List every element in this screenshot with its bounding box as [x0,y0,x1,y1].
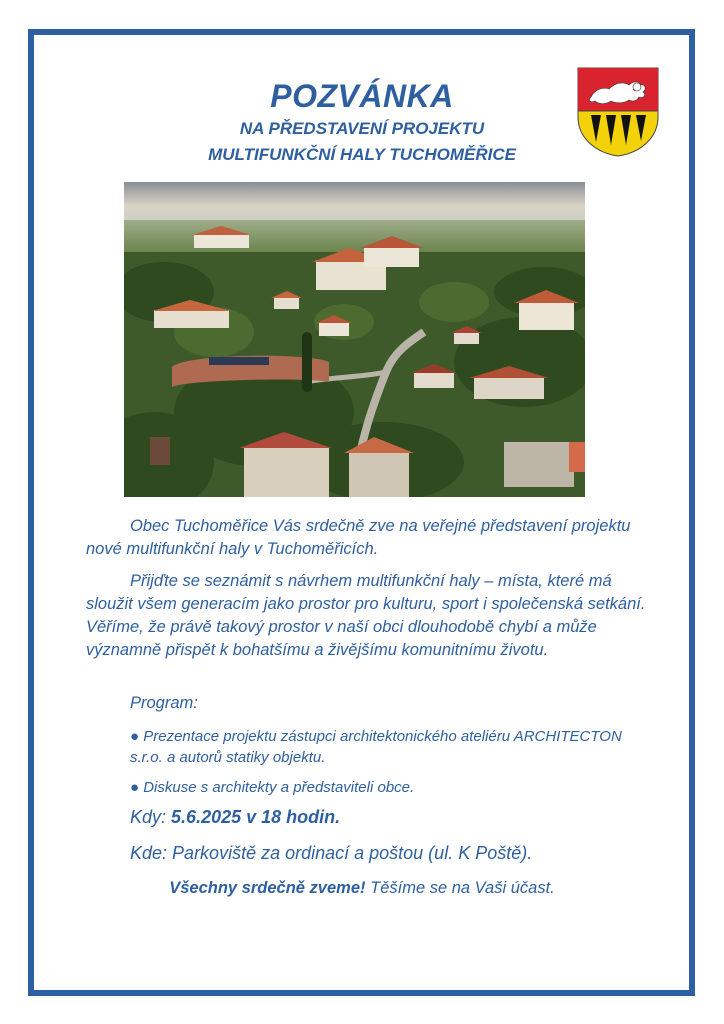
coat-of-arms-lion-icon [577,67,659,157]
program-label: Program: [130,694,198,712]
event-location [130,843,532,864]
event-date [130,807,340,828]
description-paragraph: Přijďte se seznámit s návrhem multifunkční haly – místa, které má sloužit všem generacím jako prostor pro kulturu, sport i společenská setkání. Věříme, že právě takový prostor v naší obci dlouhodobě chybí a může významně přispět k bohatšímu a živějšímu komunitnímu životu. [86,572,646,659]
closing-line [0,879,724,898]
closing-rest: Těšíme se na Vaši účast. [370,879,555,897]
when-value: 5.6.2025 v 18 hodin. [171,807,341,827]
program-item: ● Diskuse s architekty a představiteli obce. [130,779,415,796]
when-label: Kdy: [130,807,167,827]
intro-paragraph: Obec Tuchoměřice Vás srdečně zve na veřejné představení projektu nové multifunkční haly v Tuchoměřicích. [86,517,631,558]
page-title: POZVÁNKA [270,78,454,114]
where-label: Kde: [130,843,168,863]
subtitle-line-2: MULTIFUNKČNÍ HALY TUCHOMĚŘICE [208,145,516,164]
closing-bold: Všechny srdečně zveme! [169,879,366,897]
program-item: ● Prezentace projektu zástupci architektonického ateliéru ARCHITECTON s.r.o. a autorů statiky objektu. [130,728,622,766]
aerial-village-photo [124,182,585,497]
where-value: Parkoviště za ordinací a poštou (ul. K Poště). [172,843,533,863]
subtitle-line-1: NA PŘEDSTAVENÍ PROJEKTU [239,119,485,138]
